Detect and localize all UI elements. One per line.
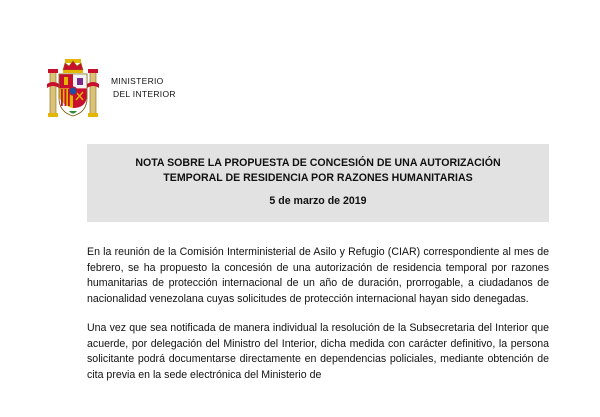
note-title bbox=[87, 156, 549, 186]
ministry-line-1: MINISTERIO bbox=[111, 76, 164, 86]
note-title-box bbox=[87, 144, 549, 222]
paragraph-1: En la reunión de la Comisión Interministerial de Asilo y Refugio (CIAR) correspondiente al mes de febrero, se ha propuesto la concesión de una autorización de residencia temporal por razones humanitarias de protección internacional de un año de duración, prorrogable, a ciudadanos de nacionalidad venezolana cuyas solicitudes de protección internacional hayan sido denegadas. bbox=[87, 246, 549, 305]
note-body bbox=[87, 245, 549, 397]
ministry-line-2: DEL INTERIOR bbox=[113, 89, 176, 99]
coat-of-arms-logo bbox=[47, 58, 99, 122]
note-title-line-1: NOTA SOBRE LA PROPUESTA DE CONCESIÓN DE UNA AUTORIZACIÓN bbox=[135, 157, 501, 169]
paragraph-2: Una vez que sea notificada de manera individual la resolución de la Subsecretaria del Interior que acuerde, por delegación del Ministro del Interior, dicha medida con carácter definitivo, la persona solicitante podrá documentarse directamente en dependencias policiales, mediante obtención de cita previa en la sede electrónica del Ministerio de bbox=[87, 322, 549, 381]
ministry-name bbox=[111, 75, 176, 101]
note-title-line-2: TEMPORAL DE RESIDENCIA POR RAZONES HUMANITARIAS bbox=[163, 172, 473, 184]
note-date: 5 de marzo de 2019 bbox=[269, 195, 367, 207]
